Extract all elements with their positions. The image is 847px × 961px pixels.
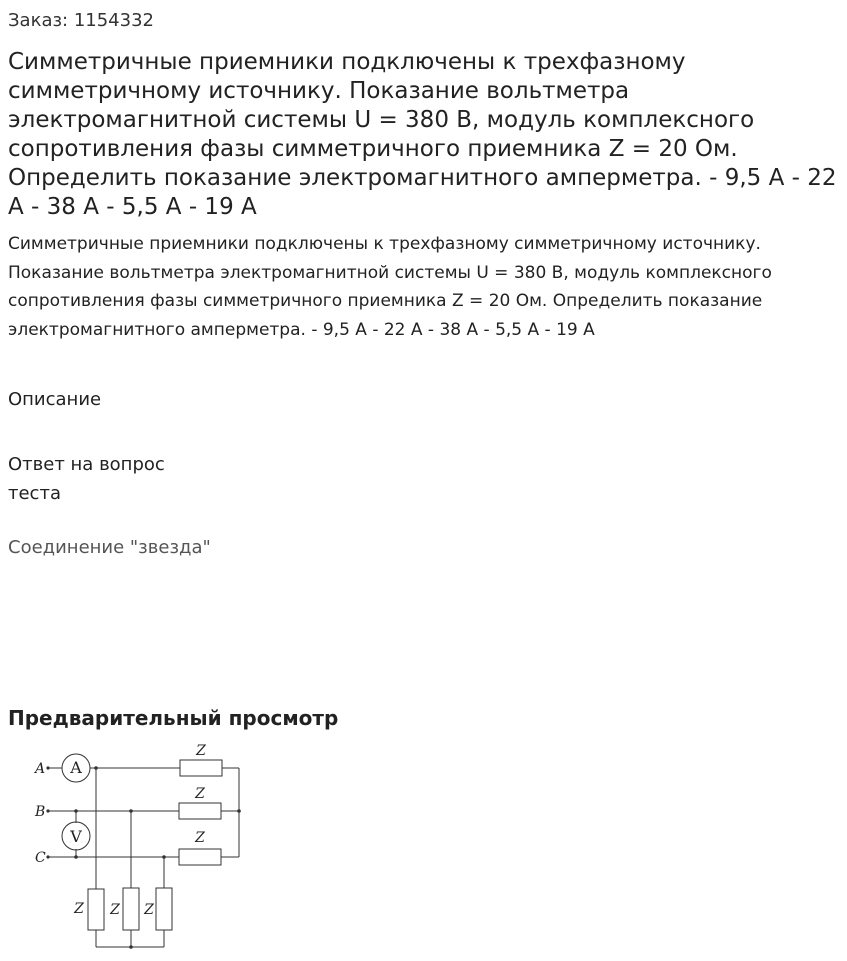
impedance-label-lower-b: Z [110, 902, 120, 918]
impedance-box-lower-b [123, 888, 139, 930]
description-heading: Описание [8, 389, 102, 410]
terminal-b [46, 809, 49, 812]
impedance-label-b: Z [195, 786, 205, 802]
phase-c-label: C [35, 850, 46, 866]
preview-heading: Предварительный просмотр [8, 706, 339, 730]
terminal-a [46, 766, 49, 769]
answer-value: Соединение "звезда" [8, 537, 211, 558]
question-body: Симметричные приемники подключены к трехфазному симметричному источнику. Показание вольтметра электромагнитной системы U = 380 В, модуль комплексного сопротивления фазы симметричного приемника Z = 20 Ом. Определить показание электромагнитного амперметра. - 9,5 А - 22 А - 38 А - 5,5 А - 19 А [8, 234, 772, 340]
voltmeter-label: V [70, 827, 82, 846]
node-dot [237, 809, 241, 813]
node-dot [129, 809, 133, 813]
answer-label: Ответ на вопрос теста [8, 454, 165, 504]
ammeter-label: A [70, 758, 82, 777]
terminal-c [46, 855, 49, 858]
node-dot [129, 945, 133, 949]
impedance-label-lower-a: Z [74, 901, 84, 917]
node-dot [74, 809, 78, 813]
phase-b-label: B [35, 804, 46, 820]
node-dot [74, 855, 78, 859]
impedance-box-lower-a [88, 889, 104, 930]
node-dot [94, 766, 98, 770]
circuit-diagram [24, 740, 264, 955]
order-number: Заказ: 1154332 [8, 10, 154, 31]
impedance-box-a [180, 760, 222, 776]
impedance-label-lower-c: Z [144, 902, 154, 918]
impedance-label-a: Z [196, 743, 206, 759]
impedance-box-c [179, 849, 221, 865]
impedance-box-lower-c [156, 888, 172, 930]
question-title: Симметричные приемники подключены к трехфазному симметричному источнику. Показание вольтметра электромагнитной системы U = 380 В, модуль комплексного сопротивления фазы симметричного приемника Z = 20 Ом. Определить показание электромагнитного амперметра. - 9,5 А - 22 А - 38 А - 5,5 А - 19 А [8, 49, 837, 220]
node-dot [162, 855, 166, 859]
impedance-box-b [179, 803, 221, 819]
phase-a-label: A [35, 761, 46, 777]
impedance-label-c: Z [195, 830, 205, 846]
